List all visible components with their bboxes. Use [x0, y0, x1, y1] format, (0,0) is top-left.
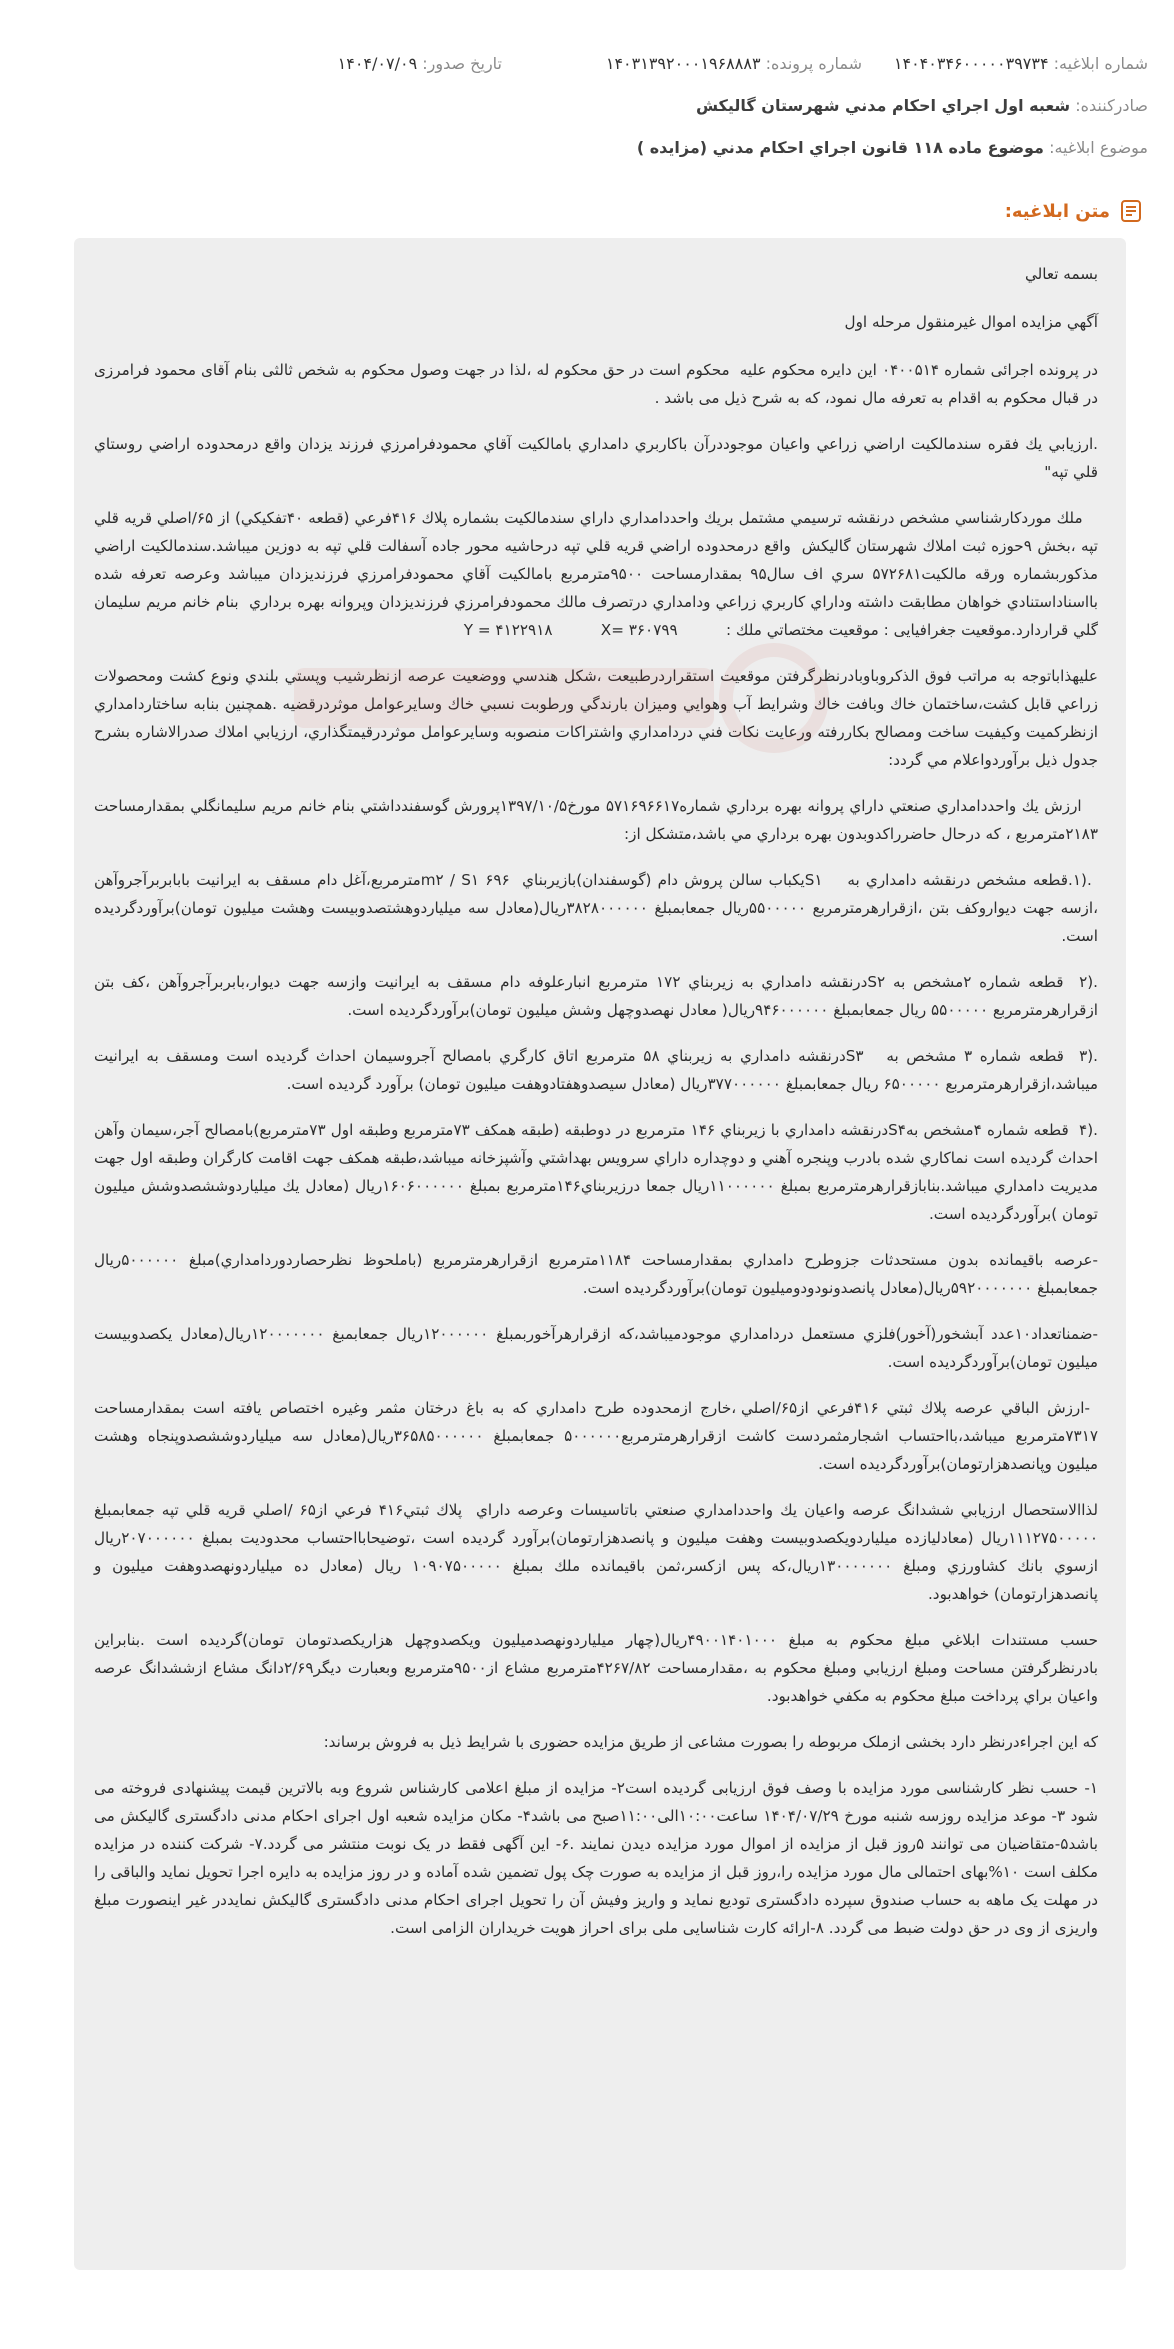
notice-paragraph: عليهذاباتوجه به مراتب فوق الذكروباوبادرنظرگرفتن موقعيت استقراردرطبيعت ،شكل هندسي ووضعيت عرصه ازنظرشيب وپستي بلندي ونوع كشت ومحصولات زراعي قابل كشت،ساختمان خاك وبافت خاك وشرايط آب وهوايي وميزان بارندگي ورطوبت نسبي خاك وسايرعوامل موثردرقضيه .همچنين بنابه ساختاردامداري ازنظركميت وكيفيت ساخت ومصالح بكاررفته ورعايت نكات فني دردامداري واشتراكات منصوبه وسايرعوامل موثردرقيمتگذاري، ارزيابي املاك صدرالاشاره بشرح جدول ذيل برآوردواعلام مي گردد:: [89, 667, 1098, 769]
meta-row-subject: [26, 130, 1148, 164]
case-number-label: شماره پرونده:: [765, 53, 862, 73]
meta-row-issuer: [26, 88, 1148, 122]
notice-paragraph: آگهي مزايده اموال غيرمنقول مرحله اول: [844, 313, 1098, 331]
notice-paragraph: .(۴ قطعه شماره ۴مشخص بهS۴درنقشه دامداري با زيربناي ۱۴۶ مترمربع در دوطبقه (طبقه همكف ۷۳مترمربع وطبقه اول ۷۳مترمربع)بامصالح آجر،سيمان وآهن احداث گرديده است نماكاري شده بادرب وپنجره آهني و دوچداره داراي سرويس بهداشتي وآشپزخانه ميباشد،طبقه همكف جهت اقامت كارگران وطبقه اول جهت مديريت دامداري ميباشد.بنابازقرارهرمترمربع بمبلغ ۱۱۰۰۰۰۰۰ريال جمعا درزيربناي۱۴۶مترمربع بمبلغ ۱۶۰۶۰۰۰۰۰۰ريال (معادل يك ميلياردوششصدوشش ميليون تومان )برآوردگرديده است.: [89, 1121, 1099, 1223]
notice-paragraph: ملك موردكارشناسي مشخص درنقشه ترسيمي مشتمل بريك واحددامداري داراي سندمالكيت بشماره پلاك ۴۱۶فرعي (قطعه ۴۰تفكيكي) از ۶۵/اصلي قريه قلي تپه ،بخش ۹حوزه ثبت املاك شهرستان گاليكش واقع درمحدوده اراضي قريه قلي تپه درحاشيه محور جاده آسفالت قلي تپه به دوزين ميباشد.سندمالكيت اراضي مذكوربشماره ورقه مالكيت۵۷۲۶۸۱ سري اف سال۹۵ بمقدارمساحت ۹۵۰۰مترمربع بامالكيت آقاي محمودفرامرزي فرزنديزدان ميباشد وعرصه تعرفه شده بااسناداستنادي خواهان مطابقت داشته وداراي كاربري زراعي ودامداري درتصرف مالك محمودفرامرزي فرزنديزدان وپروانه بهره برداري بنام خانم مريم سليمان گلي قراردارد.موقعيت جغرافیایی : موقعیت مختصاتي ملك : Y = ۴۱۲۲۹۱۸ X= ۳۶۰۷۹۹: [89, 509, 1099, 639]
notice-header: [26, 46, 1148, 172]
notice-paragraph: كه اين اجراءدرنظر دارد بخشی ازملک مربوطه را بصورت مشاعی از طریق مزایده حضوری با شرایط ذیل به فروش برساند:: [323, 1733, 1098, 1751]
case-number-value: ۱۴۰۳۱۳۹۲۰۰۰۱۹۶۸۸۸۳: [605, 53, 761, 73]
notice-content-box: [74, 238, 1126, 2270]
notice-paragraph: .(۳ قطعه شماره ۳ مشخص به S۳درنقشه دامداري به زيربناي ۵۸ مترمربع اتاق كارگري بامصالح آجروسيمان احداث گرديده است ومسقف به ايرانيت ميباشد،ازقرارهرمترمربع ۶۵۰۰۰۰۰ ريال جمعابمبلغ ۳۷۷۰۰۰۰۰۰ريال (معادل سيصدوهفتادوهفت ميليون تومان) برآورد گرديده است.: [89, 1047, 1098, 1093]
notice-paragraph: ارزش يك واحددامداري صنعتي داراي پروانه بهره برداري شماره۵۷۱۶۹۶۶۱۷ مورخ۱۳۹۷/۱۰/۵پرورش گوسفندداشتي بنام خانم مريم سليمانگلي بمقدارمساحت ۲۱۸۳مترمربع ، كه درحال حاضرراكدوبدون بهره برداري مي باشد،متشكل از:: [89, 797, 1099, 843]
subject-label: موضوع ابلاغیه:: [1049, 137, 1148, 157]
notice-paragraph: .(۱.قطعه مشخص درنقشه دامداري به S۱يكباب سالن پروش دام (گوسفندان)بازيربناي ۶۹۶ m۲ / S۱مترمربع،آغل دام مسقف به ايرانيت بابابربرآجروآهن ،ازسه جهت ديواروكف بتن ،ازقرارهرمترمربع ۵۵۰۰۰۰۰ريال جمعابمبلغ ۳۸۲۸۰۰۰۰۰۰ريال(معادل سه ميلياردوهشتصدوبيست وهشت ميليون تومان)برآوردگرديده است.: [89, 871, 1098, 945]
notice-number-value: ۱۴۰۴۰۳۴۶۰۰۰۰۰۳۹۷۳۴: [893, 53, 1049, 73]
issuer-label: صادرکننده:: [1075, 95, 1148, 115]
notice-paragraph: حسب مستندات ابلاغي مبلغ محكوم به مبلغ ۴۹۰۰۱۴۰۱۰۰۰ريال(چهار ميلياردونهصدميليون ويكصدوچهل هزاريكصدتومان تومان)گرديده است .بنابراين بادرنظرگرفتن مساحت ومبلغ ارزيابي ومبلغ محكوم به ،مقدارمساحت ۴۲۶۷/۸۲مترمربع مشاع از۹۵۰۰مترمربع وبعبارت ديگر۲/۶۹دانگ مشاع ازششدانگ عرصه واعيان براي پرداخت مبلغ محكوم به مكفي خواهدبود.: [89, 1631, 1098, 1705]
case-number-field: [502, 54, 862, 73]
issuer-value: شعبه اول اجراي احکام مدني شهرستان گاليکش: [695, 95, 1071, 115]
issue-date-value: ۱۴۰۴/۰۷/۰۹: [337, 53, 418, 73]
notice-body: [74, 238, 1126, 1942]
notice-text-title: متن ابلاغیه:: [1004, 200, 1110, 222]
document-icon: [1118, 198, 1144, 224]
notice-paragraph: لذاالاستحصال ارزيابي ششدانگ عرصه واعيان يك واحددامداري صنعتي باتاسيسات وعرصه داراي پلاك ثبتي۴۱۶ فرعي از۶۵ /اصلي قريه قلي تپه جمعابمبلغ ۱۱۱۲۷۵۰۰۰۰۰ريال (معادليازده ميلياردويكصدوبيست وهفت ميليون و پانصدهزارتومان)برآورد گرديده است ،توضيحابااحتساب محدوديت بمبلغ ۲۰۷۰۰۰۰۰۰ريال ازسوي بانك كشاورزي ومبلغ ۱۳۰۰۰۰۰۰۰ريال،كه پس ازكسر،ثمن باقيمانده ملك بمبلغ ۱۰۹۰۷۵۰۰۰۰۰ ريال (معادل ده ميلياردونهصدوهفت ميليون و پانصدهزارتومان) خواهدبود.: [89, 1501, 1099, 1603]
issue-date-label: تاریخ صدور:: [422, 53, 502, 73]
notice-paragraph: -عرصه باقيمانده بدون مستحدثات جزوطرح دامداري بمقدارمساحت ۱۱۸۴مترمربع ازقرارهرمترمربع (باملحوظ نظرحصاردوردامداري)مبلغ ۵۰۰۰۰۰۰ريال جمعابمبلغ ۵۹۲۰۰۰۰۰۰۰ريال(معادل پانصدونودودوميليون تومان)برآوردگرديده است.: [89, 1251, 1098, 1297]
subject-value: موضوع ماده ۱۱۸ قانون اجراي احكام مدني (مزايده ): [636, 137, 1044, 157]
notice-number-field: [862, 54, 1148, 73]
notice-paragraph: -ارزش الباقي عرصه پلاك ثبتي ۴۱۶فرعي از۶۵/اصلي ،خارج ازمحدوده طرح دامداري كه به باغ درختان مثمر وغيره اختصاص يافته است بمقدارمساحت ۷۳۱۷مترمربع ميباشد،بااحتساب اشجارمثمردست كاشت ازقرارهرمترمربع۵۰۰۰۰۰۰ جمعابمبلغ ۳۶۵۸۵۰۰۰۰۰۰ريال(معادل سه ميلياردوششصدوپنجاه وهشت ميليون وپانصدهزارتومان)برآوردگرديده است.: [89, 1399, 1099, 1473]
notice-paragraph: در پرونده اجرائی شماره ۰۴۰۰۵۱۴ این دایره محکوم علیه محکوم است در حق محکوم له ،لذا در جهت وصول محکوم به شخص ثالثی بنام آقای محمود فرامرزی در قبال محکوم به اقدام به تعرفه مال نمود، که به شرح ذیل می باشد .: [89, 361, 1098, 407]
notice-paragraph: .(۲ قطعه شماره ۲مشخص به S۲درنقشه دامداري به زيربناي ۱۷۲ مترمربع انبارعلوفه دام مسقف به ايرانيت وازسه جهت ديوار،بابربرآجروآهن ،كف بتن ازقرارهرمترمربع ۵۵۰۰۰۰۰ ريال جمعابمبلغ ۹۴۶۰۰۰۰۰۰ريال( معادل نهصدوچهل وشش ميليون تومان)برآوردگرديده است.: [89, 973, 1098, 1019]
notice-paragraph: -ضمناتعداد۱۰عدد آبشخور(آخور)فلزي مستعمل دردامداري موجودميباشد،كه ازقرارهرآخوربمبلغ ۱۲۰۰۰۰۰۰ريال جمعابمبغ ۱۲۰۰۰۰۰۰۰ريال(معادل يكصدوبيست ميليون تومان)برآوردگرديده است.: [89, 1325, 1098, 1371]
notice-paragraph: ۱- حسب نظر کارشناسی مورد مزایده با وصف فوق ارزیابی گردیده است۲- مزایده از مبلغ اعلامی کارشناس شروع وبه بالاترین قیمت پیشنهادی فروخته می شود ۳- موعد مزایده روزسه شنبه مورخ ۱۴۰۴/۰۷/۲۹ ساعت۱۰:۰۰الی۱۱:۰۰صبح می باشد۴- مکان مزایده شعبه اول اجرای احکام مدنی دادگستری گالیکش می باشد۵-متقاضیان می توانند ۵روز قبل از مزایده از اموال مورد مزایده دیدن نمایند .۶- این آگهی فقط در یک نوبت منتشر می گردد.۷- شرکت کننده در مزایده مکلف است ۱۰%بهای احتمالی مال مورد مزایده را،روز قبل از مزایده به صورت چک پول تضمین شده آماده و در روز مزایده به دایره اجرا تحویل نماید والباقی را در مهلت یک ماهه به حساب صندوق سپرده دادگستری تودیع نماید و واریز وفیش آن را تحویل اجرای احکام مدنی دادگستری گالیکش نمایددر غیر اینصورت مبلغ واریزی از وی در حق دولت ضبط می گردد. ۸-ارائه کارت شناسایی ملی برای احراز هویت خریداران الزامی است.: [89, 1779, 1098, 1937]
notice-paragraph: بسمه تعالي: [1025, 265, 1098, 283]
issue-date-field: [26, 54, 502, 73]
notice-text-heading: [1005, 198, 1144, 224]
notice-paragraph: .ارزيابي يك فقره سندمالكيت اراضي زراعي واعيان موجوددرآن باكاربري دامداري بامالكيت آقاي محمودفرامرزي فرزند يزدان واقع درمحدوده اراضي روستاي قلي تپه": [89, 435, 1098, 481]
notice-number-label: شماره ابلاغیه:: [1053, 53, 1148, 73]
meta-row-numbers: [26, 46, 1148, 80]
